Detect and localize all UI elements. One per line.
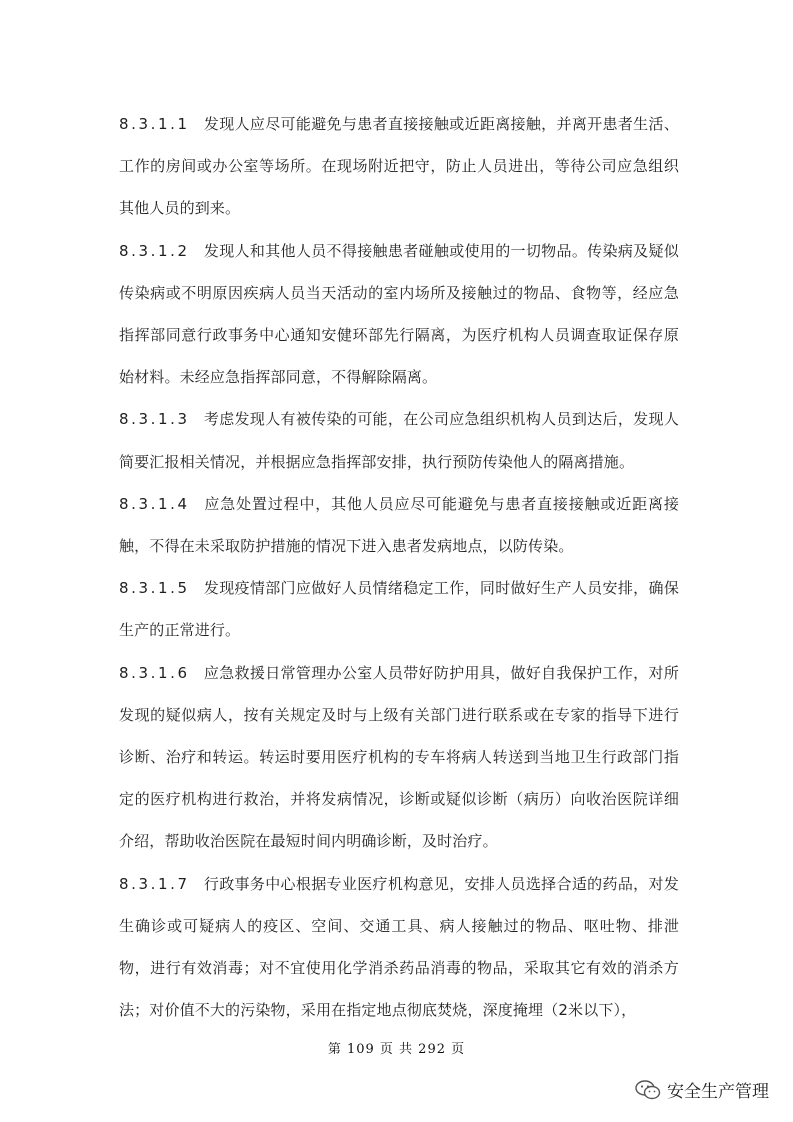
paragraph-number: 8.3.1.3	[119, 410, 190, 429]
source-watermark	[635, 1077, 769, 1102]
document-body	[119, 103, 679, 1031]
watermark-text: 安全生产管理	[667, 1082, 769, 1102]
page-number-footer: 第 109 页 共 292 页	[327, 1042, 466, 1057]
paragraph-number: 8.3.1.7	[119, 874, 190, 893]
paragraph-text: 发现疫情部门应做好人员情绪稳定工作，同时做好生产人员安排，确保生产的正常进行。	[119, 579, 679, 640]
paragraph-8-3-1-6	[119, 652, 679, 863]
paragraph-number: 8.3.1.6	[119, 663, 190, 682]
paragraph-number: 8.3.1.5	[119, 579, 190, 598]
paragraph-text: 应急处置过程中，其他人员应尽可能避免与患者直接接触或近距离接触，不得在未采取防护措施的情况下进入患者发病地点，以防传染。	[119, 494, 679, 556]
paragraph-8-3-1-4	[119, 483, 679, 567]
paragraph-number: 8.3.1.4	[119, 494, 190, 513]
paragraph-number: 8.3.1.2	[119, 241, 190, 260]
paragraph-8-3-1-3	[119, 398, 679, 482]
paragraph-text: 发现人和其他人员不得接触患者碰触或使用的一切物品。传染病及疑似传染病或不明原因疾病人员当天活动的室内场所及接触过的物品、食物等，经应急指挥部同意行政事务中心通知安健环部先行隔离，为医疗机构人员调查取证保存原始材料。未经应急指挥部同意，不得解除隔离。	[119, 241, 679, 387]
paragraph-8-3-1-1	[119, 103, 679, 230]
paragraph-text: 考虑发现人有被传染的可能，在公司应急组织机构人员到达后，发现人简要汇报相关情况，并根据应急指挥部安排，执行预防传染他人的隔离措施。	[119, 410, 679, 471]
paragraph-number: 8.3.1.1	[119, 115, 190, 133]
paragraph-text: 应急救援日常管理办公室人员带好防护用具，做好自我保护工作，对所发现的疑似病人，按有关规定及时与上级有关部门进行联系或在专家的指导下进行诊断、治疗和转运。转运时要用医疗机构的专车将病人转送到当地卫生行政部门指定的医疗机构进行救治，并将发病情况，诊断或疑似诊断（病历）向收治医院详细介绍，帮助收治医院在最短时间内明确诊断，及时治疗。	[119, 663, 679, 851]
paragraph-text: 发现人应尽可能避免与患者直接接触或近距离接触，并离开患者生活、工作的房间或办公室等场所。在现场附近把守，防止人员进出，等待公司应急组织其他人员的到来。	[119, 115, 679, 218]
paragraph-text: 行政事务中心根据专业医疗机构意见，安排人员选择合适的药品，对发生确诊或可疑病人的疫区、空间、交通工具、病人接触过的物品、呕吐物、排泄物，进行有效消毒；对不宜使用化学消杀药品消毒的物品，采取其它有效的消杀方法；对价值不大的污染物，采用在指定地点彻底焚烧，深度掩埋（2米以下），	[119, 874, 679, 1020]
paragraph-8-3-1-2	[119, 230, 679, 399]
paragraph-8-3-1-7	[119, 863, 679, 1032]
wechat-icon	[635, 1080, 661, 1100]
paragraph-8-3-1-5	[119, 567, 679, 651]
